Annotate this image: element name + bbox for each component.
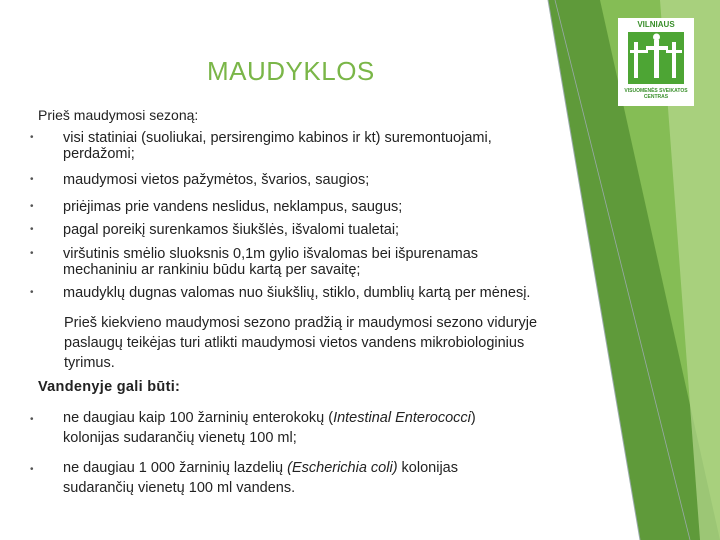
- list-item-line: visi statiniai (suoliukai, persirengimo kabinos ir kt) suremontuojami,: [63, 130, 492, 146]
- list-item-line: pagal poreikį surenkamos šiukšlės, išvalomi tualetai;: [63, 222, 400, 238]
- bullet-icon: •: [30, 464, 34, 475]
- logo: [618, 18, 694, 106]
- list-item-italic: Intestinal Enterococci: [333, 410, 471, 426]
- section-heading: Vandenyje gali būti:: [38, 379, 181, 395]
- list-item-text: sudarančių vienetų 100 ml vandens.: [63, 480, 296, 496]
- list-item-line: perdažomi;: [63, 146, 135, 162]
- list-item-italic: (Escherichia coli): [287, 460, 398, 476]
- list-item-text: kolonijas sudarančių vienetų 100 ml;: [63, 430, 297, 446]
- logo-emblem-icon: [628, 32, 684, 84]
- list-item-text: ne daugiau 1 000 žarninių lazdelių: [63, 460, 288, 476]
- list-item-text: ne daugiau kaip 100 žarninių enterokokų (: [63, 410, 334, 426]
- logo-emblem: [628, 32, 684, 84]
- bullet-icon: •: [30, 414, 34, 425]
- list-item-line: maudyklų dugnas valomas nuo šiukšlių, stiklo, dumblių kartą per mėnesį.: [63, 285, 531, 301]
- bullet-icon: •: [30, 287, 34, 298]
- page-title: MAUDYKLOS: [207, 56, 375, 86]
- list-item-line: maudymosi vietos pažymėtos, švarios, saugios;: [63, 172, 370, 188]
- bullet-icon: •: [30, 224, 34, 235]
- list-item-line: priėjimas prie vandens neslidus, neklampus, saugus;: [63, 199, 403, 215]
- logo-top-text: VILNIAUS: [637, 20, 675, 29]
- list-item-text: kolonijas: [397, 460, 458, 476]
- list-item-line: mechaniniu ar rankiniu būdu kartą per savaitę;: [63, 262, 361, 278]
- intro-text: Prieš maudymosi sezoną:: [38, 107, 199, 123]
- list-item-line: viršutinis smėlio sluoksnis 0,1m gylio išvalomas bei išpurenamas: [63, 246, 479, 262]
- list-item-text: ): [470, 410, 476, 426]
- testing-paragraph: Prieš kiekvieno maudymosi sezono pradžią ir maudymosi sezono viduryje paslaugų teikėjas turi atlikti maudymosi vietos vandens mikrobiologinius tyrimus.: [64, 315, 538, 371]
- bullet-icon: •: [30, 174, 34, 185]
- logo-bottom-text: VISUOMENĖS SVEIKATOS CENTRAS: [624, 88, 688, 100]
- bullet-icon: •: [30, 201, 34, 212]
- bullet-icon: •: [30, 132, 34, 143]
- bullet-icon: •: [30, 248, 34, 259]
